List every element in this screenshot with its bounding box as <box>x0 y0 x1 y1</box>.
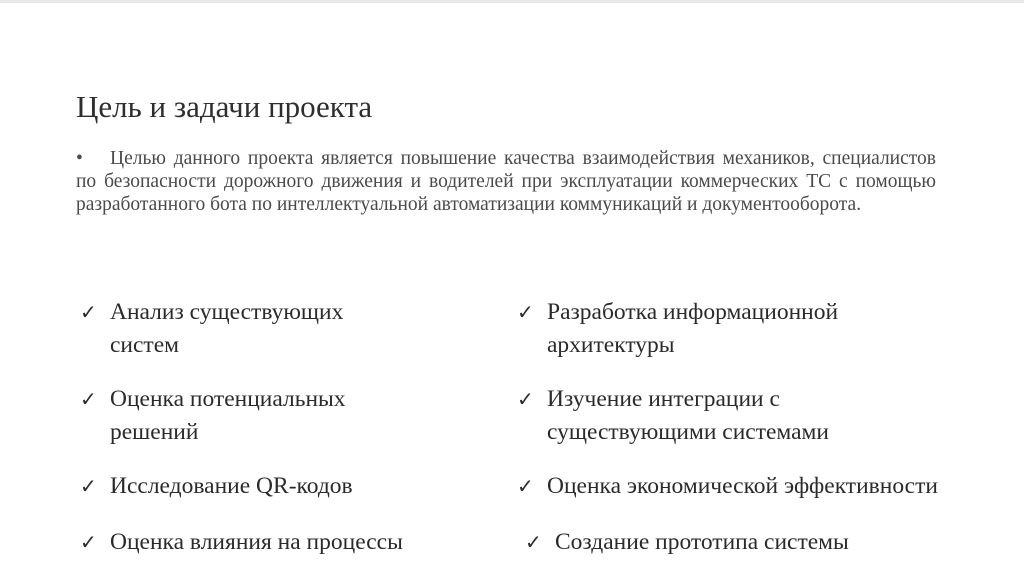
task-label-line1: Оценка влияния на процессы <box>110 529 403 555</box>
task-label-line1: Оценка потенциальных <box>110 386 346 412</box>
task-item <box>517 383 829 449</box>
task-label-line1: Изучение интеграции с <box>547 386 780 412</box>
task-label-line2: существующими системами <box>547 419 829 445</box>
task-item <box>517 296 838 362</box>
check-mark-icon: ✓ <box>80 387 97 411</box>
check-mark-icon: ✓ <box>517 474 534 498</box>
top-divider <box>0 0 1024 3</box>
bullet-icon: • <box>76 147 83 169</box>
task-item <box>80 470 353 503</box>
task-item <box>80 526 403 559</box>
task-item <box>80 296 343 362</box>
task-label-line1: Анализ существующих <box>110 299 344 325</box>
check-mark-icon: ✓ <box>80 530 97 554</box>
task-item <box>517 470 938 503</box>
task-label-line1: Исследование QR-кодов <box>110 473 353 499</box>
check-mark-icon: ✓ <box>80 474 97 498</box>
task-label-line1: Оценка экономической эффективности <box>547 473 938 499</box>
task-label-line2: архитектуры <box>547 332 675 358</box>
slide-title: Цель и задачи проекта <box>76 88 373 124</box>
task-label-line1: Создание прототипа системы <box>555 529 849 555</box>
check-mark-icon: ✓ <box>80 300 97 324</box>
check-mark-icon: ✓ <box>517 387 534 411</box>
check-mark-icon: ✓ <box>525 530 542 554</box>
goal-paragraph <box>76 147 936 216</box>
task-label-line2: систем <box>110 332 180 358</box>
goal-text: Целью данного проекта является повышение качества взаимодействия механиков, специалистов по безопасности дорожного движения и водителей при эксплуатации коммерческих ТС с помощью разработанного бота по интеллектуальной автоматизации коммуникаций и документооборота. <box>76 147 936 215</box>
task-label-line2: решений <box>110 419 199 445</box>
check-mark-icon: ✓ <box>517 300 534 324</box>
task-item <box>525 526 849 559</box>
task-label-line1: Разработка информационной <box>547 299 839 325</box>
task-item <box>80 383 346 449</box>
